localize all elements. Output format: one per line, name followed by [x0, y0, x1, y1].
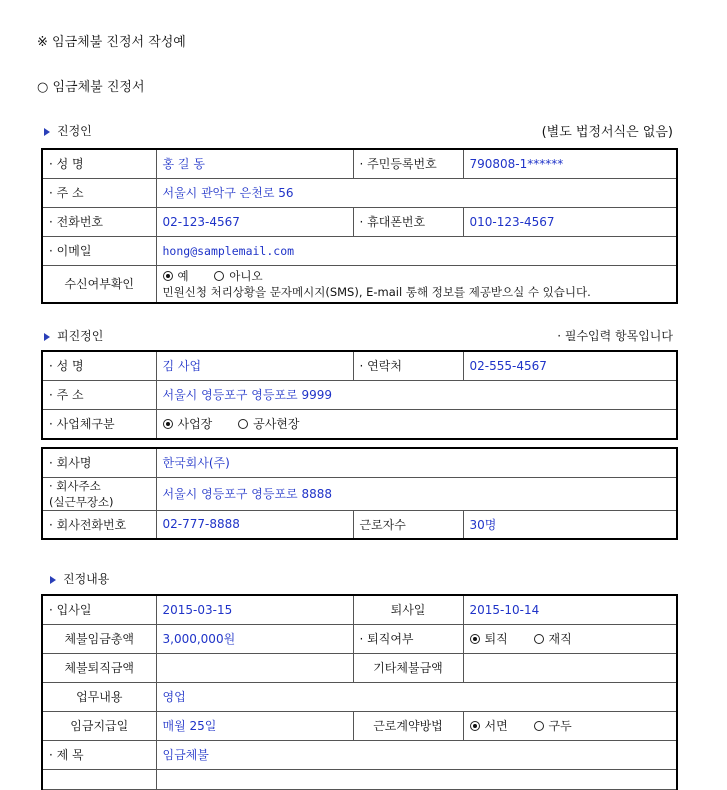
construction-option[interactable]: 공사현장 — [238, 417, 299, 431]
consent-cell — [156, 265, 677, 303]
retire-label: · 퇴직여부 — [353, 624, 463, 653]
petitioner-table — [41, 148, 678, 304]
company-field[interactable]: 한국회사(주) — [156, 448, 677, 477]
company-address-label: · 회사주소 (실근무장소) — [42, 477, 156, 510]
subject-label: · 제 목 — [42, 740, 156, 769]
email-label: · 이메일 — [42, 236, 156, 265]
rrn-label: · 주민등록번호 — [353, 149, 463, 178]
mobile-label: · 휴대폰번호 — [353, 207, 463, 236]
company-address-field[interactable]: 서울시 영등포구 영등포로 8888 — [156, 477, 677, 510]
phone-field[interactable]: 02-123-4567 — [156, 207, 353, 236]
contact-label: · 연락처 — [353, 351, 463, 380]
radio-checked-icon — [163, 419, 173, 429]
unpaid-total-label: 체불임금총액 — [42, 624, 156, 653]
payday-field[interactable]: 매월 25일 — [156, 711, 353, 740]
severance-field[interactable] — [156, 653, 353, 682]
radio-unchecked-icon — [214, 271, 224, 281]
radio-checked-icon — [470, 721, 480, 731]
unpaid-total-field[interactable]: 3,000,000원 — [156, 624, 353, 653]
written-option[interactable]: 서면 — [470, 719, 508, 733]
consent-label: 수신여부확인 — [42, 265, 156, 303]
radio-unchecked-icon — [534, 634, 544, 644]
respondent-address-field[interactable]: 서울시 영등포구 영등포로 9999 — [156, 380, 677, 409]
join-date-field[interactable]: 2015-03-15 — [156, 595, 353, 624]
petitioner-note: (별도 법정서식은 없음) — [541, 125, 673, 140]
retire-cell — [463, 624, 677, 653]
company-phone-field[interactable]: 02-777-8888 — [156, 510, 353, 539]
contract-cell — [463, 711, 677, 740]
leave-date-field[interactable]: 2015-10-14 — [463, 595, 677, 624]
page-title: ※ 임금체불 진정서 작성예 — [37, 35, 186, 50]
workers-field[interactable]: 30명 — [463, 510, 677, 539]
triangle-bullet-icon — [44, 333, 50, 341]
petitioner-name-field[interactable]: 홍 길 동 — [156, 149, 353, 178]
employed-option[interactable]: 재직 — [534, 632, 572, 646]
respondent-name-field[interactable]: 김 사업 — [156, 351, 353, 380]
consent-no-option[interactable]: 아니오 — [214, 269, 262, 283]
petitioner-address-field[interactable]: 서울시 관악구 은천로 56 — [156, 178, 677, 207]
radio-checked-icon — [470, 634, 480, 644]
required-note: · 필수입력 항목입니다 — [557, 329, 673, 343]
payday-label: 임금지급일 — [42, 711, 156, 740]
workers-label: 근로자수 — [353, 510, 463, 539]
radio-checked-icon — [163, 271, 173, 281]
details-table — [41, 594, 678, 790]
other-unpaid-label: 기타체불금액 — [353, 653, 463, 682]
section-respondent: 피진정인 — [44, 327, 103, 344]
join-date-label: · 입사일 — [42, 595, 156, 624]
retired-option[interactable]: 퇴직 — [470, 632, 508, 646]
email-field[interactable]: hong@samplemail.com — [156, 236, 677, 265]
subject-field[interactable]: 임금체불 — [156, 740, 677, 769]
business-type-cell — [156, 409, 677, 439]
other-unpaid-field[interactable] — [463, 653, 677, 682]
rrn-field[interactable]: 790808-1****** — [463, 149, 677, 178]
form-subtitle: ○ 임금체불 진정서 — [37, 80, 145, 95]
company-label: · 회사명 — [42, 448, 156, 477]
contact-field[interactable]: 02-555-4567 — [463, 351, 677, 380]
contract-label: 근로계약방법 — [353, 711, 463, 740]
leave-date-label: 퇴사일 — [353, 595, 463, 624]
phone-label: · 전화번호 — [42, 207, 156, 236]
content-field[interactable] — [156, 769, 677, 789]
work-field[interactable]: 영업 — [156, 682, 677, 711]
respondent-address-label: · 주 소 — [42, 380, 156, 409]
name-label: · 성 명 — [42, 149, 156, 178]
consent-text: 민원신청 처리상황을 문자메시지(SMS), E-mail 통해 정보를 제공받으실 수 있습니다. — [162, 284, 591, 299]
section-details: 진정내용 — [50, 570, 109, 587]
work-label: 업무내용 — [42, 682, 156, 711]
radio-unchecked-icon — [238, 419, 248, 429]
consent-yes-option[interactable]: 예 — [163, 269, 189, 283]
business-type-label: · 사업체구분 — [42, 409, 156, 439]
oral-option[interactable]: 구두 — [534, 719, 572, 733]
triangle-bullet-icon — [50, 576, 56, 584]
empty-label-cell — [42, 769, 156, 789]
section-petitioner: 진정인 — [44, 122, 92, 139]
company-phone-label: · 회사전화번호 — [42, 510, 156, 539]
company-table — [41, 447, 678, 540]
business-option[interactable]: 사업장 — [163, 417, 213, 431]
respondent-name-label: · 성 명 — [42, 351, 156, 380]
address-label: · 주 소 — [42, 178, 156, 207]
severance-label: 체불퇴직금액 — [42, 653, 156, 682]
mobile-field[interactable]: 010-123-4567 — [463, 207, 677, 236]
respondent-table — [41, 350, 678, 440]
triangle-bullet-icon — [44, 128, 50, 136]
radio-unchecked-icon — [534, 721, 544, 731]
